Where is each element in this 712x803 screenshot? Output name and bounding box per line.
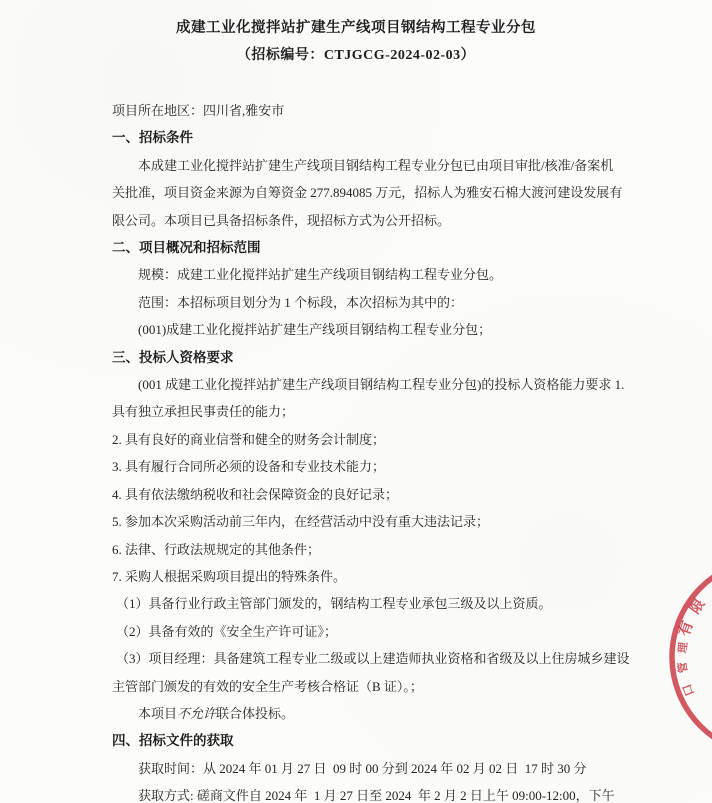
section2-heading: 二、项目概况和招标范围 <box>112 240 261 256</box>
cert-requirement-3: （3）项目经理：具备建筑工程专业二级或以上建造师执业资格和省级及以上住房城乡建设 <box>116 651 630 667</box>
section1-para-line2: 关批准，项目资金来源为自筹资金 277.894085 万元，招标人为雅安石棉大渡河建设发展有 <box>112 185 623 201</box>
bid-lot-line: (001)成建工业化搅拌站扩建生产线项目钢结构工程专业分包； <box>138 322 492 338</box>
qualification-item-6: 6. 法律、行政法规规定的其他条件； <box>112 541 321 557</box>
joint-bid-prefix: 本项目 <box>138 705 178 721</box>
cert-requirement-2: （2）具备有效的《安全生产许可证》； <box>116 623 338 639</box>
project-scale-line: 规模：成建工业化搅拌站扩建生产线项目钢结构工程专业分包。 <box>138 267 503 283</box>
joint-bid-line <box>112 700 652 727</box>
cert-requirement-3-cont: 主管部门颁发的有效的安全生产考核合格证（B 证）。； <box>112 678 423 694</box>
qualification-item-5: 5. 参加本次采购活动前三年内，在经营活动中没有重大违法记录； <box>112 514 490 530</box>
qualification-item-7: 7. 采购人根据采购项目提出的特殊条件。 <box>112 568 347 584</box>
qualification-item-2: 2. 具有良好的商业信誉和健全的财务会计制度； <box>112 431 386 447</box>
seal-char-you: 有 <box>676 618 697 639</box>
seal-char-xian: 限 <box>687 596 709 618</box>
section4-heading: 四、招标文件的获取 <box>112 733 234 749</box>
section3-heading: 三、投标人资格要求 <box>112 349 234 365</box>
document-body <box>0 97 712 803</box>
qualification-item-4: 4. 具有依法缴纳税收和社会保障资金的良好记录； <box>112 486 399 502</box>
section1-para-line1: 本成建工业化搅拌站扩建生产线项目钢结构工程专业分包已由项目审批/核准/备案机 <box>138 157 614 173</box>
project-scope-line: 范围：本招标项目划分为 1 个标段，本次招标为其中的： <box>138 294 464 310</box>
section1-para-line3: 限公司。本项目已具备招标条件，现招标方式为公开招标。 <box>112 212 451 228</box>
joint-bid-suffix: 联合体投标。 <box>216 705 295 721</box>
joint-bid-emphasis: 不允许 <box>177 705 217 721</box>
obtain-method-line: 获取方式: 磋商文件自 2024 年 1 月 27 日至 2024 年 2 月 2 日上午 09:00-12:00，下午 <box>138 788 615 803</box>
qualification-item-1-cont: 具有独立承担民事责任的能力； <box>112 404 295 420</box>
cert-requirement-1: （1）具备行业行政主管部门颁发的，钢结构工程专业承包三级及以上资质。 <box>116 596 552 612</box>
project-location-line: 项目所在地区：四川省,雅安市 <box>112 103 285 118</box>
seal-char-li: 理 <box>676 641 691 654</box>
obtain-time-line: 获取时间：从 2024 年 01 月 27 日 09 时 00 分到 2024 年 02 月 02 日 17 时 30 分 <box>138 760 587 776</box>
section1-heading: 一、招标条件 <box>112 130 193 146</box>
document-title: 成建工业化搅拌站扩建生产线项目钢结构工程专业分包 <box>176 20 536 36</box>
qualification-intro-line: (001 成建工业化搅拌站扩建生产线项目钢结构工程专业分包)的投标人资格能力要求 1. <box>138 377 625 393</box>
seal-char-kou: 口 <box>679 681 698 699</box>
tender-number: （招标编号：CTJGCG-2024-02-03） <box>236 48 476 63</box>
qualification-item-3: 3. 具有履行合同所必须的设备和专业技术能力； <box>112 459 386 475</box>
seal-char-guan: 管 <box>676 661 691 674</box>
